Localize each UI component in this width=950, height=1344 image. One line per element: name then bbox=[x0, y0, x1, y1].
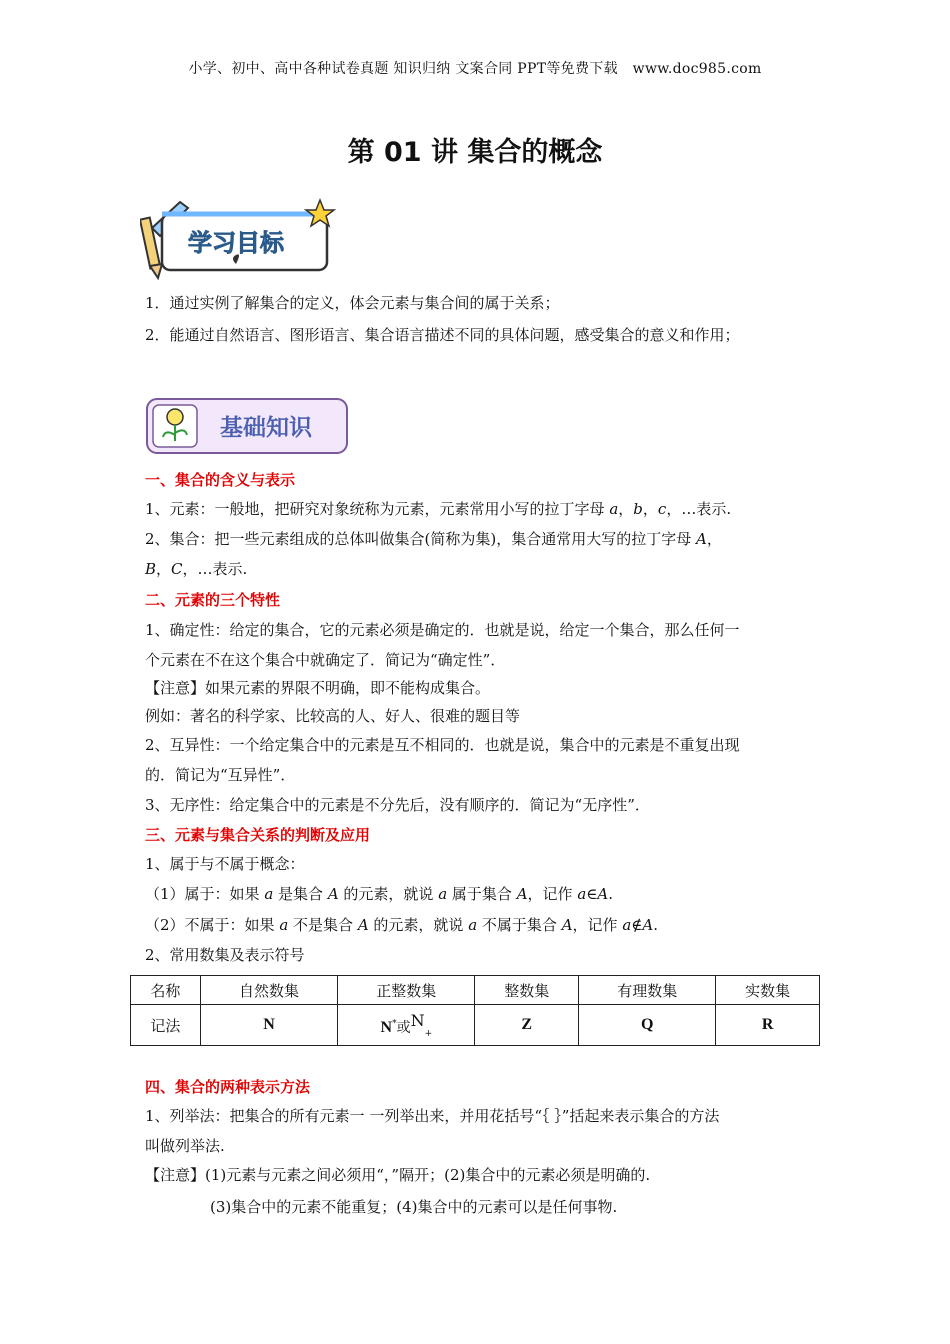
table-cell: R bbox=[716, 1005, 820, 1046]
page-title: 第 01 讲 集合的概念 bbox=[347, 137, 603, 168]
s4-line-1b: 叫做列举法. bbox=[145, 1137, 225, 1155]
s2-line-2b: 的．简记为“互异性”． bbox=[145, 766, 296, 784]
goal-2: 2．能通过自然语言、图形语言、集合语言描述不同的具体问题，感受集合的意义和作用； bbox=[145, 326, 740, 344]
learning-goals-badge bbox=[140, 188, 340, 280]
section-1-heading: 一、集合的含义与表示 bbox=[145, 471, 296, 489]
table-cell: N bbox=[200, 1005, 337, 1046]
learning-goals-label: 学习目标 bbox=[188, 229, 284, 257]
s2-note: 【注意】如果元素的界限不明确，即不能构成集合。 bbox=[145, 679, 491, 697]
table-cell: 记法 bbox=[131, 1005, 201, 1046]
number-sets-table bbox=[130, 975, 820, 1046]
s2-example: 例如：著名的科学家、比较高的人、好人、很难的题目等 bbox=[145, 707, 521, 725]
basics-label: 基础知识 bbox=[220, 415, 312, 441]
table-cell: N*或$N_+$ bbox=[338, 1005, 475, 1046]
s3-line-2: 2、常用数集及表示符号 bbox=[145, 946, 305, 964]
s2-line-2: 2、互异性：一个给定集合中的元素是互不相同的．也就是说，集合中的元素是不重复出现 bbox=[145, 736, 740, 754]
header-url: www.doc985.com bbox=[632, 61, 762, 77]
table-header: 自然数集 bbox=[200, 976, 337, 1005]
s1-line-2b: B，C，…表示. bbox=[145, 560, 248, 578]
s3-belong: （1）属于：如果 a 是集合 A 的元素，就说 a 属于集合 A，记作 a∈A. bbox=[145, 885, 614, 903]
section-2-heading: 二、元素的三个特性 bbox=[145, 591, 281, 609]
table-header: 正整数集 bbox=[338, 976, 475, 1005]
section-4-heading: 四、集合的两种表示方法 bbox=[145, 1078, 311, 1096]
s2-line-1: 1、确定性：给定的集合，它的元素必须是确定的．也就是说，给定一个集合，那么任何一 bbox=[145, 621, 740, 639]
basics-badge bbox=[145, 395, 355, 457]
s1-line-1: 1、元素：一般地，把研究对象统称为元素，元素常用小写的拉丁字母 a，b，c，…表示. bbox=[145, 500, 732, 518]
section-3-heading: 三、元素与集合关系的判断及应用 bbox=[145, 826, 371, 844]
table-header: 有理数集 bbox=[579, 976, 716, 1005]
table-row bbox=[131, 1005, 820, 1046]
table-header: 实数集 bbox=[716, 976, 820, 1005]
s4-note-1: 【注意】(1)元素与元素之间必须用“，”隔开；(2)集合中的元素必须是明确的. bbox=[145, 1166, 651, 1184]
s2-line-3: 3、无序性：给定集合中的元素是不分先后，没有顺序的．简记为“无序性”． bbox=[145, 796, 650, 814]
header-left-text: 小学、初中、高中各种试卷真题 知识归纳 文案合同 PPT等免费下载 bbox=[188, 61, 618, 77]
s4-note-2: (3)集合中的元素不能重复；(4)集合中的元素可以是任何事物. bbox=[210, 1198, 618, 1216]
s3-line-1: 1、属于与不属于概念： bbox=[145, 855, 305, 873]
goal-1: 1．通过实例了解集合的定义，体会元素与集合间的属于关系； bbox=[145, 294, 560, 312]
page-header bbox=[0, 58, 950, 78]
table-header-row bbox=[131, 976, 820, 1005]
table-header: 名称 bbox=[131, 976, 201, 1005]
table-header: 整数集 bbox=[475, 976, 579, 1005]
table-cell: Z bbox=[475, 1005, 579, 1046]
s2-line-1b: 个元素在不在这个集合中就确定了．简记为“确定性”． bbox=[145, 651, 506, 669]
s3-not-belong: （2）不属于：如果 a 不是集合 A 的元素，就说 a 不属于集合 A，记作 a∉A. bbox=[145, 916, 659, 934]
table-cell: Q bbox=[579, 1005, 716, 1046]
s1-line-2: 2、集合：把一些元素组成的总体叫做集合(简称为集)，集合通常用大写的拉丁字母 A， bbox=[145, 530, 722, 548]
s4-line-1: 1、列举法：把集合的所有元素一 一列举出来，并用花括号“｛ ｝”括起来表示集合的方法 bbox=[145, 1107, 720, 1125]
